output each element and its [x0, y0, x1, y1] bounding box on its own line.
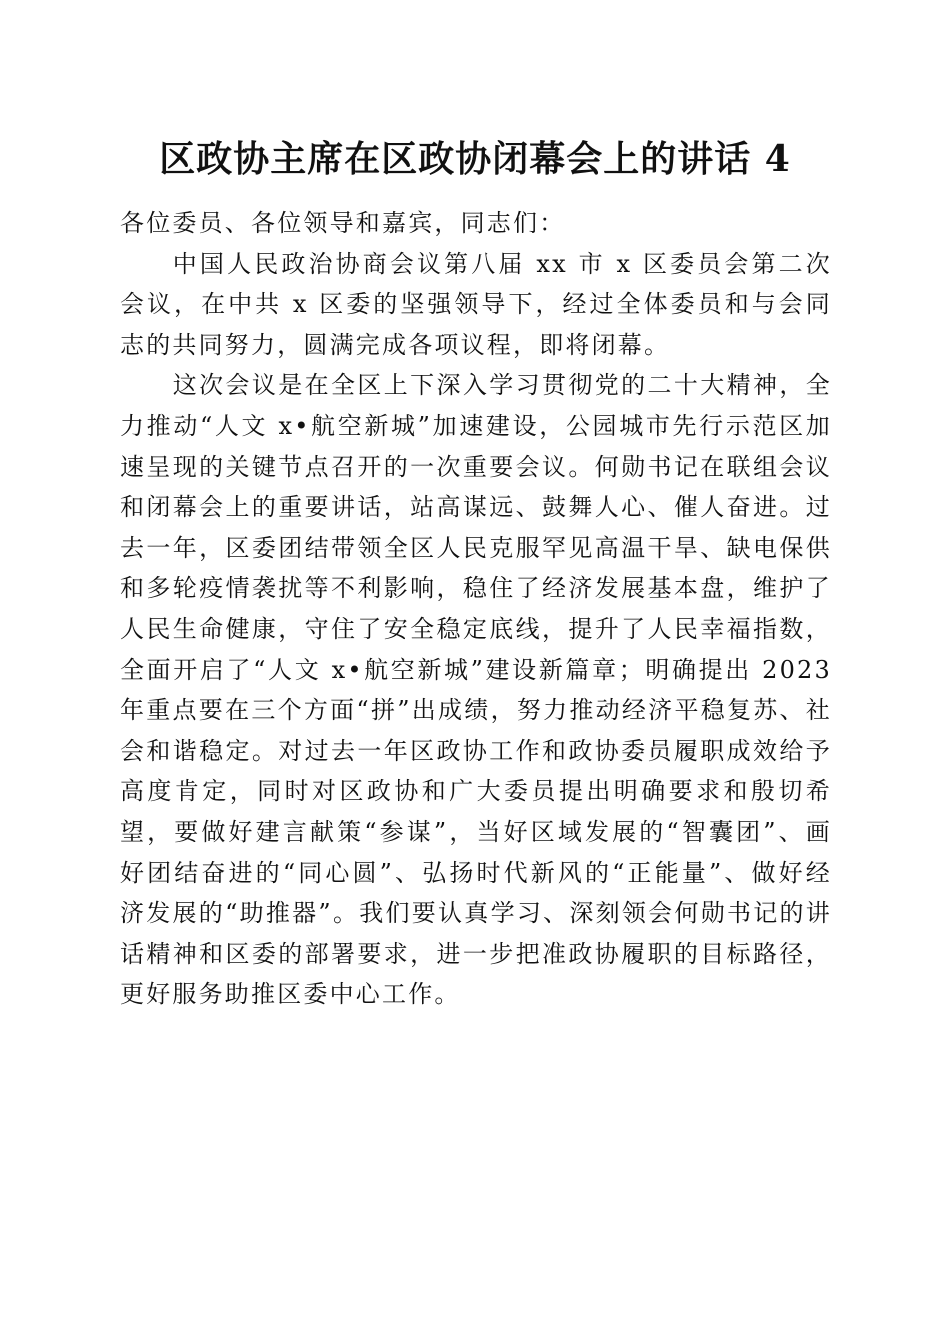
document-title: 区政协主席在区政协闭幕会上的讲话 4	[159, 138, 791, 180]
paragraph-2: 这次会议是在全区上下深入学习贯彻党的二十大精神，全力推动“人文 x•航空新城”加速建设，公园城市先行示范区加速呈现的关键节点召开的一次重要会议。何勋书记在联组会议和闭幕会上的重要讲话，站高谋远、鼓舞人心、催人奋进。过去一年，区委团结带领全区人民克服罕见高温干旱、缺电保供和多轮疫情袭扰等不利影响，稳住了经济发展基本盘，维护了人民生命健康，守住了安全稳定底线，提升了人民幸福指数，全面开启了“人文 x•航空新城”建设新篇章；明确提出 2023 年重点要在三个方面“拼”出成绩，努力推动经济平稳复苏、社会和谐稳定。对过去一年区政协工作和政协委员履职成效给予高度肯定，同时对区政协和广大委员提出明确要求和殷切希望，要做好建言献策“参谋”，当好区域发展的“智囊团”、画好团结奋进的“同心圆”、弘扬时代新风的“正能量”、做好经济发展的“助推器”。我们要认真学习、深刻领会何勋书记的讲话精神和区委的部署要求，进一步把准政协履职的目标路径，更好服务助推区委中心工作。	[120, 371, 832, 1009]
salutation: 各位委员、各位领导和嘉宾，同志们：	[120, 209, 566, 237]
paragraph-1: 中国人民政治协商会议第八届 xx 市 x 区委员会第二次会议，在中共 x 区委的坚强领导下，经过全体委员和与会同志的共同努力，圆满完成各项议程，即将闭幕。	[120, 249, 832, 359]
document-body	[120, 203, 832, 1015]
